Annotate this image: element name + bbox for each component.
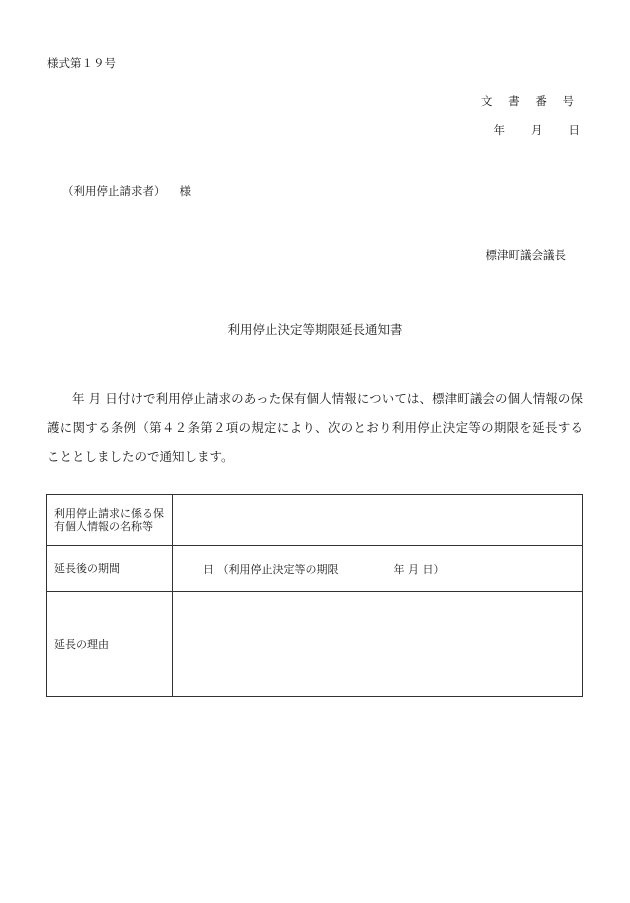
recipient: [62, 183, 191, 199]
body-text: 年 月 日付けで利用停止請求のあった保有個人情報については、標津町議会の個人情報の保護に関する条例（第４２条第２項の規定により、次のとおり利用停止決定等の期限を延長することとしましたので通知します。: [47, 391, 583, 464]
table-row: [47, 592, 583, 697]
table-row: [47, 495, 583, 546]
row-value-target-info: [173, 495, 583, 546]
date-month: 月: [531, 123, 543, 137]
row-label-extended-period: 延長後の期間: [47, 546, 173, 592]
date-year: 年: [493, 123, 505, 137]
recipient-honorific: 様: [179, 184, 191, 198]
form-number: 様式第１９号: [47, 56, 116, 70]
date-day: 日: [568, 123, 580, 137]
document-title: 利用停止決定等期限延長通知書: [227, 322, 403, 337]
row-label-extension-reason: 延長の理由: [47, 592, 173, 697]
row-value-extended-period: 日 （利用停止決定等の期限 年 月 日）: [173, 546, 583, 592]
row-label-target-info: 利用停止請求に係る保有個人情報の名称等: [47, 495, 173, 546]
sender: 標津町議会議長: [485, 248, 566, 262]
recipient-name: （利用停止請求者）: [62, 184, 166, 198]
table-row: [47, 546, 583, 592]
date-line: [494, 122, 581, 138]
document-number-label: 文 書 番 号: [481, 94, 580, 108]
row-value-extension-reason: [173, 592, 583, 697]
info-table: [46, 494, 583, 697]
